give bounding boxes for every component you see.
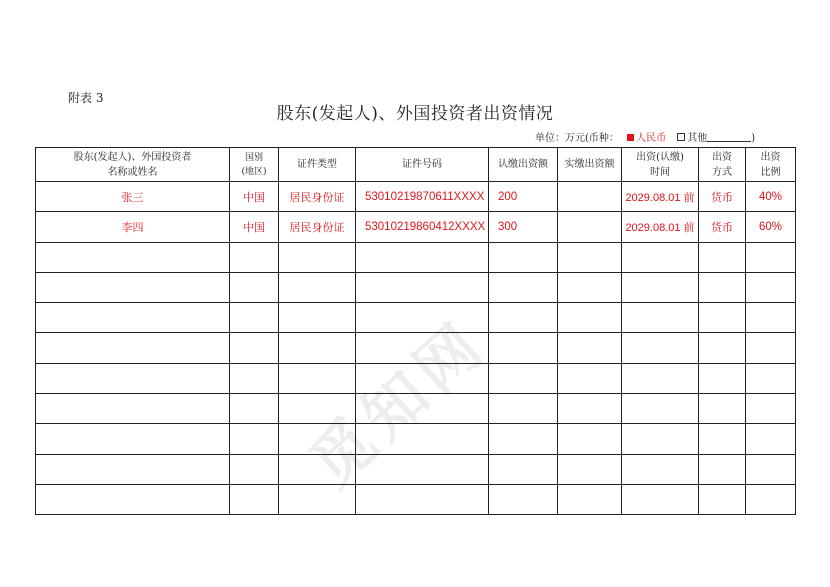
col-header-subscribed: 认缴出资额 (489, 148, 558, 182)
empty-cell[interactable] (279, 333, 356, 363)
empty-cell[interactable] (356, 272, 489, 302)
empty-cell[interactable] (230, 454, 279, 484)
empty-cell[interactable] (558, 424, 622, 454)
empty-cell[interactable] (489, 363, 558, 393)
empty-cell[interactable] (230, 424, 279, 454)
cell-ratio[interactable]: 40% (746, 182, 796, 212)
empty-cell[interactable] (622, 303, 699, 333)
empty-cell[interactable] (36, 424, 230, 454)
watermark: 觅知网 (295, 305, 501, 501)
empty-cell[interactable] (356, 454, 489, 484)
empty-cell[interactable] (489, 424, 558, 454)
cell-name[interactable]: 李四 (36, 212, 230, 242)
empty-cell[interactable] (746, 272, 796, 302)
table-row (36, 212, 796, 242)
empty-cell[interactable] (356, 394, 489, 424)
empty-cell[interactable] (699, 363, 746, 393)
cell-paid[interactable] (558, 212, 622, 242)
contribution-table (35, 147, 796, 515)
empty-cell[interactable] (558, 272, 622, 302)
empty-cell[interactable] (36, 272, 230, 302)
cell-id-type[interactable]: 居民身份证 (279, 182, 356, 212)
unchecked-box-icon[interactable] (677, 133, 685, 141)
table-row (36, 182, 796, 212)
empty-cell[interactable] (699, 272, 746, 302)
cell-id-number[interactable]: 53010219860412XXXX (356, 212, 489, 242)
empty-cell[interactable] (356, 363, 489, 393)
empty-cell[interactable] (230, 333, 279, 363)
empty-cell[interactable] (489, 303, 558, 333)
empty-cell[interactable] (230, 363, 279, 393)
empty-cell[interactable] (622, 424, 699, 454)
empty-cell[interactable] (36, 333, 230, 363)
empty-cell[interactable] (489, 333, 558, 363)
empty-cell[interactable] (622, 272, 699, 302)
empty-cell[interactable] (699, 242, 746, 272)
empty-cell[interactable] (279, 424, 356, 454)
empty-cell[interactable] (36, 484, 230, 514)
cell-date[interactable]: 2029.08.01 前 (622, 212, 699, 242)
empty-cell[interactable] (746, 242, 796, 272)
empty-cell[interactable] (622, 454, 699, 484)
empty-cell[interactable] (746, 303, 796, 333)
currency-other-label: 其他 (687, 133, 708, 144)
empty-cell[interactable] (489, 454, 558, 484)
cell-paid[interactable] (558, 182, 622, 212)
col-header-id-number: 证件号码 (356, 148, 489, 182)
cell-subscribed[interactable]: 300 (489, 212, 558, 242)
empty-cell[interactable] (558, 333, 622, 363)
appendix-label: 附表 3 (68, 91, 104, 105)
empty-cell[interactable] (622, 242, 699, 272)
empty-cell[interactable] (36, 363, 230, 393)
empty-cell[interactable] (699, 484, 746, 514)
empty-cell[interactable] (279, 454, 356, 484)
empty-row (36, 454, 796, 484)
cell-subscribed[interactable]: 200 (489, 182, 558, 212)
empty-row (36, 272, 796, 302)
empty-cell[interactable] (746, 363, 796, 393)
table-header-row (36, 148, 796, 182)
col-header-id-type: 证件类型 (279, 148, 356, 182)
empty-cell[interactable] (746, 484, 796, 514)
col-header-paid: 实缴出资额 (558, 148, 622, 182)
cell-country[interactable]: 中国 (230, 212, 279, 242)
empty-cell[interactable] (356, 303, 489, 333)
cell-id-number[interactable]: 53010219870611XXXX (356, 182, 489, 212)
empty-cell[interactable] (746, 454, 796, 484)
empty-cell[interactable] (699, 333, 746, 363)
empty-cell[interactable] (699, 424, 746, 454)
page-title: 股东(发起人)、外国投资者出资情况 (276, 104, 554, 124)
empty-cell[interactable] (558, 303, 622, 333)
empty-row (36, 242, 796, 272)
col-header-country: 国别 (地区) (230, 148, 279, 182)
empty-cell[interactable] (558, 242, 622, 272)
cell-id-type[interactable]: 居民身份证 (279, 212, 356, 242)
empty-cell[interactable] (356, 333, 489, 363)
empty-cell[interactable] (622, 333, 699, 363)
cell-method[interactable]: 货币 (699, 212, 746, 242)
empty-cell[interactable] (279, 363, 356, 393)
empty-cell[interactable] (746, 333, 796, 363)
col-header-date: 出资(认缴) 时间 (622, 148, 699, 182)
empty-row (36, 363, 796, 393)
empty-cell[interactable] (558, 363, 622, 393)
cell-country[interactable]: 中国 (230, 182, 279, 212)
empty-cell[interactable] (489, 394, 558, 424)
empty-cell[interactable] (279, 394, 356, 424)
empty-cell[interactable] (279, 272, 356, 302)
empty-cell[interactable] (489, 242, 558, 272)
unit-suffix: ) (751, 133, 756, 144)
empty-cell[interactable] (36, 394, 230, 424)
empty-cell[interactable] (622, 484, 699, 514)
unit-prefix: 单位：万元(币种： (535, 133, 619, 144)
empty-cell[interactable] (699, 394, 746, 424)
empty-cell[interactable] (230, 484, 279, 514)
col-header-name: 股东(发起人)、外国投资者 名称或姓名 (36, 148, 230, 182)
empty-cell[interactable] (558, 454, 622, 484)
empty-cell[interactable] (699, 454, 746, 484)
cell-method[interactable]: 货币 (699, 182, 746, 212)
checked-box-icon[interactable] (627, 134, 634, 141)
empty-cell[interactable] (230, 394, 279, 424)
empty-cell[interactable] (356, 424, 489, 454)
empty-row (36, 424, 796, 454)
empty-cell[interactable] (356, 484, 489, 514)
empty-cell[interactable] (36, 303, 230, 333)
empty-row (36, 394, 796, 424)
empty-cell[interactable] (558, 484, 622, 514)
empty-cell[interactable] (230, 303, 279, 333)
empty-cell[interactable] (230, 272, 279, 302)
empty-row (36, 333, 796, 363)
empty-cell[interactable] (558, 394, 622, 424)
empty-cell[interactable] (489, 272, 558, 302)
empty-cell[interactable] (622, 363, 699, 393)
empty-cell[interactable] (622, 394, 699, 424)
empty-row (36, 303, 796, 333)
currency-rmb-label: 人民币 (636, 133, 667, 144)
unit-line (535, 129, 755, 144)
cell-date[interactable]: 2029.08.01 前 (622, 182, 699, 212)
col-header-method: 出资 方式 (699, 148, 746, 182)
empty-cell[interactable] (279, 303, 356, 333)
col-header-ratio: 出资 比例 (746, 148, 796, 182)
empty-cell[interactable] (279, 242, 356, 272)
empty-cell[interactable] (279, 484, 356, 514)
empty-cell[interactable] (746, 394, 796, 424)
empty-row (36, 484, 796, 514)
empty-cell[interactable] (356, 242, 489, 272)
empty-cell[interactable] (746, 424, 796, 454)
empty-cell[interactable] (489, 484, 558, 514)
cell-ratio[interactable]: 60% (746, 212, 796, 242)
empty-cell[interactable] (699, 303, 746, 333)
empty-cell[interactable] (36, 454, 230, 484)
empty-cell[interactable] (230, 242, 279, 272)
cell-name[interactable]: 张三 (36, 182, 230, 212)
currency-other-blank[interactable] (707, 132, 751, 142)
empty-cell[interactable] (36, 242, 230, 272)
